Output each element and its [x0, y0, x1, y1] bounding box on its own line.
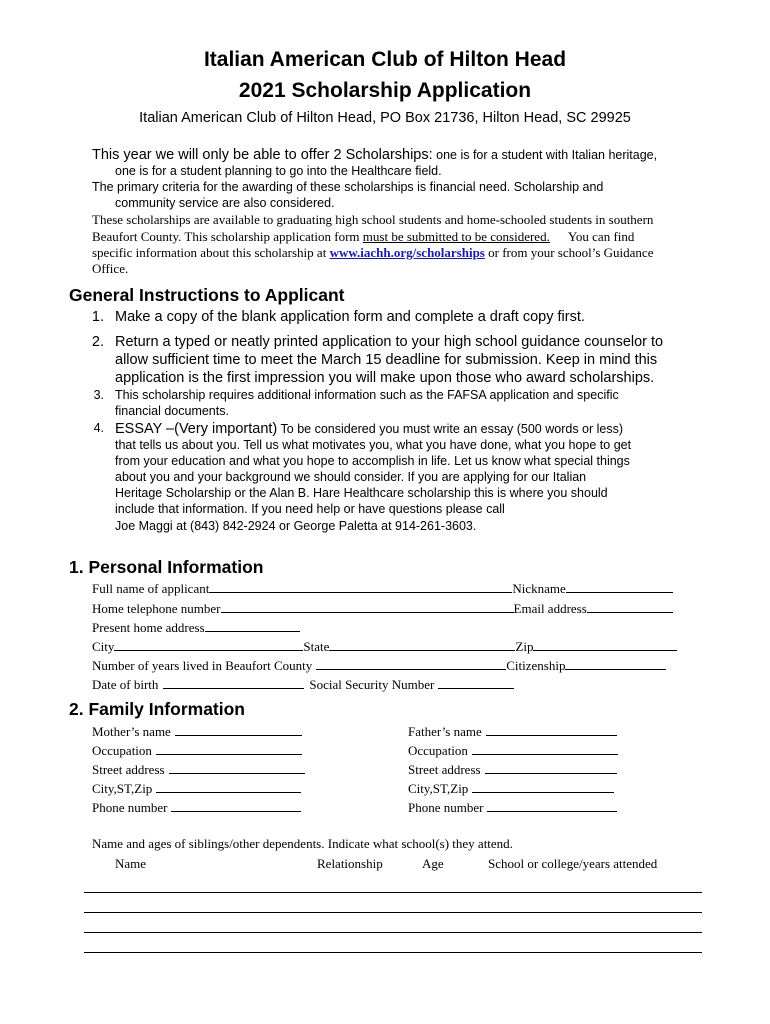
- sibling-entry-line[interactable]: [84, 892, 702, 893]
- home-address-label: Present home address: [92, 620, 205, 635]
- intro-lead: This year we will only be able to offer 2 Scholarships:: [92, 147, 433, 163]
- item-number: 3.: [93, 388, 104, 402]
- father-phone-label: Phone number: [408, 800, 484, 815]
- nickname-label: Nickname: [512, 581, 566, 596]
- personal-info-heading: 1. Personal Information: [69, 557, 264, 577]
- full-name-label: Full name of applicant: [92, 581, 210, 596]
- col-header-age: Age: [422, 856, 444, 871]
- father-street-row: [408, 761, 617, 778]
- years-field[interactable]: [316, 657, 506, 670]
- mother-name-field[interactable]: [175, 723, 302, 736]
- full-name-field[interactable]: [209, 580, 512, 593]
- father-occupation-label: Occupation: [408, 743, 468, 758]
- essay-text: To be considered you must write an essay (500 words or less): [277, 422, 624, 436]
- full-name-row: [92, 580, 673, 597]
- address-row: [92, 619, 300, 636]
- instruction-item-4-line3: from your education and what you hope to accomplish in life. Let us know what special things: [115, 454, 630, 468]
- instructions-heading: General Instructions to Applicant: [69, 285, 345, 305]
- father-name-field[interactable]: [486, 723, 617, 736]
- mother-occupation-label: Occupation: [92, 743, 152, 758]
- instruction-item-4-line5: Heritage Scholarship or the Alan B. Hare Healthcare scholarship this is where you should: [115, 486, 608, 500]
- intro-p3-line3b: or from your school’s Guidance: [484, 245, 654, 260]
- intro-p3-line1: These scholarships are available to graduating high school students and home-schooled students in southern: [92, 212, 654, 227]
- intro-p3-line2a: Beaufort County. This scholarship application form: [92, 229, 363, 244]
- instruction-item-4-line2: that tells us about you. Tell us what motivates you, what you have done, what you hope to get: [115, 438, 632, 452]
- essay-lead: ESSAY –(Very important): [115, 421, 278, 437]
- city-state-zip-row: [92, 638, 677, 655]
- father-name-label: Father’s name: [408, 724, 482, 739]
- siblings-note: Name and ages of siblings/other dependents. Indicate what school(s) they attend.: [92, 836, 513, 851]
- intro-p3-line4: Office.: [92, 261, 129, 276]
- email-label: Email address: [513, 601, 587, 616]
- father-phone-field[interactable]: [487, 799, 617, 812]
- mother-street-label: Street address: [92, 762, 165, 777]
- father-street-label: Street address: [408, 762, 481, 777]
- sibling-entry-line[interactable]: [84, 912, 702, 913]
- mother-occupation-row: [92, 742, 302, 759]
- years-row: [92, 657, 666, 674]
- instruction-item-4-line6: include that information. If you need help or have questions please call: [115, 502, 505, 516]
- nickname-field[interactable]: [566, 580, 673, 593]
- mother-city-field[interactable]: [156, 780, 301, 793]
- item-text: [115, 421, 623, 437]
- sibling-entry-line[interactable]: [84, 932, 702, 933]
- submission-requirement: must be submitted to be considered.: [362, 229, 550, 244]
- father-city-field[interactable]: [472, 780, 614, 793]
- zip-label: Zip: [515, 639, 534, 654]
- home-phone-field[interactable]: [221, 600, 514, 613]
- intro-p3-line2c: You can find: [567, 229, 635, 244]
- club-address: Italian American Club of Hilton Head, PO Box 21736, Hilton Head, SC 29925: [139, 110, 631, 126]
- instruction-item-2-line2: allow sufficient time to meet the March 15 deadline for submission. Keep in mind this: [115, 352, 658, 368]
- dob-field[interactable]: [163, 676, 304, 689]
- mother-street-field[interactable]: [169, 761, 305, 774]
- intro-p3-line3: [92, 245, 653, 261]
- mother-name-row: [92, 723, 302, 740]
- ssn-field[interactable]: [438, 676, 514, 689]
- scholarship-link[interactable]: www.iachh.org/scholarships: [329, 245, 485, 260]
- page-title: Italian American Club of Hilton Head: [203, 48, 567, 71]
- intro-p1-line2: one is for a student planning to go into the Healthcare field.: [115, 164, 442, 178]
- home-address-field[interactable]: [205, 619, 300, 632]
- mother-phone-row: [92, 799, 301, 816]
- item-text: This scholarship requires additional information such as the FAFSA application and specific: [115, 388, 619, 402]
- col-header-name: Name: [115, 856, 147, 871]
- item-number: 4.: [93, 421, 104, 435]
- intro-rest: one is for a student with Italian heritage,: [432, 148, 658, 162]
- mother-occupation-field[interactable]: [156, 742, 302, 755]
- intro-paragraph-1: [92, 146, 657, 164]
- instruction-item-4-line4: about you and your background we should consider. If you are applying for our Italian: [115, 470, 587, 484]
- mother-city-row: [92, 780, 301, 797]
- father-occupation-row: [408, 742, 618, 759]
- phone-row: [92, 600, 673, 617]
- item-text: Return a typed or neatly printed application to your high school guidance counselor to: [115, 334, 664, 350]
- citizenship-label: Citizenship: [506, 658, 566, 673]
- item-text: Make a copy of the blank application form and complete a draft copy first.: [115, 309, 585, 325]
- father-street-field[interactable]: [485, 761, 617, 774]
- mother-name-label: Mother’s name: [92, 724, 171, 739]
- state-label: State: [303, 639, 330, 654]
- dob-label: Date of birth: [92, 677, 159, 692]
- father-city-row: [408, 780, 614, 797]
- home-phone-label: Home telephone number: [92, 601, 221, 616]
- father-phone-row: [408, 799, 617, 816]
- state-field[interactable]: [329, 638, 515, 651]
- instruction-item-3-line2: financial documents.: [115, 404, 229, 418]
- father-occupation-field[interactable]: [472, 742, 618, 755]
- city-label: City: [92, 639, 115, 654]
- col-header-relationship: Relationship: [317, 856, 383, 871]
- ssn-label: Social Security Number: [309, 677, 435, 692]
- email-field[interactable]: [587, 600, 673, 613]
- mother-city-label: City,ST,Zip: [92, 781, 153, 796]
- instruction-item-4-line7: Joe Maggi at (843) 842-2924 or George Paletta at 914-261-3603.: [115, 519, 477, 533]
- item-number: 1.: [91, 309, 104, 325]
- item-number: 2.: [91, 334, 104, 350]
- years-label: Number of years lived in Beaufort County: [92, 658, 313, 673]
- mother-phone-field[interactable]: [171, 799, 301, 812]
- intro-p2-line2: community service are also considered.: [115, 196, 335, 210]
- mother-phone-label: Phone number: [92, 800, 168, 815]
- intro-p2-line1: The primary criteria for the awarding of these scholarships is financial need. Scholarship and: [92, 180, 604, 194]
- dob-row: [92, 676, 514, 693]
- sibling-entry-line[interactable]: [84, 952, 702, 953]
- zip-field[interactable]: [533, 638, 677, 651]
- instruction-item-2-line3: application is the first impression you will make upon those who award scholarships.: [115, 370, 655, 386]
- intro-p3-line3a: specific information about this scholarship at: [92, 245, 330, 260]
- intro-p3-line2: [92, 229, 634, 245]
- city-field[interactable]: [114, 638, 303, 651]
- family-info-heading: 2. Family Information: [69, 699, 245, 719]
- page-subtitle: 2021 Scholarship Application: [238, 79, 532, 102]
- father-city-label: City,ST,Zip: [408, 781, 469, 796]
- col-header-school: School or college/years attended: [488, 856, 658, 871]
- mother-street-row: [92, 761, 305, 778]
- father-name-row: [408, 723, 617, 740]
- citizenship-field[interactable]: [565, 657, 666, 670]
